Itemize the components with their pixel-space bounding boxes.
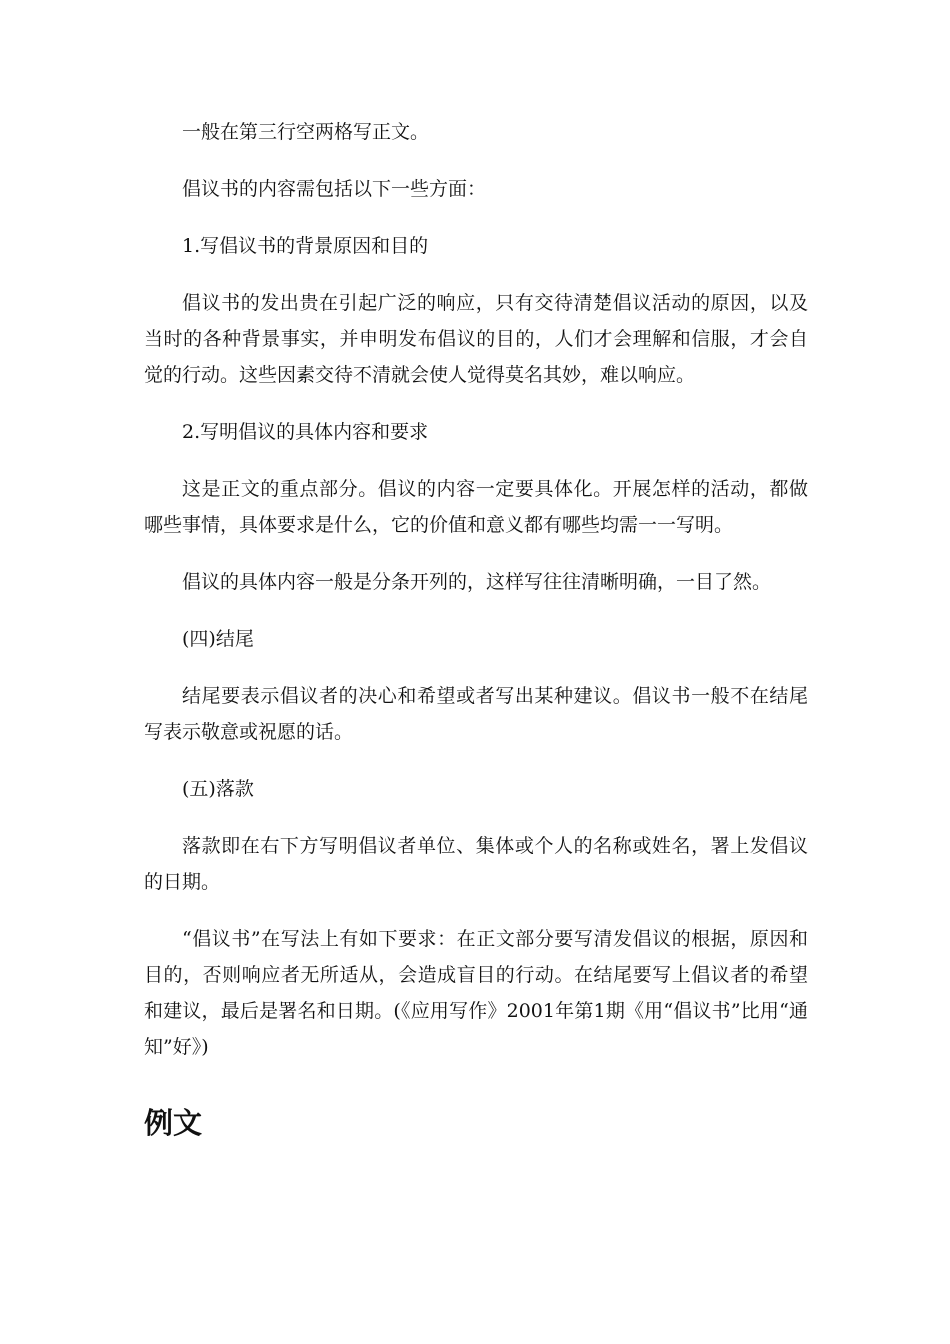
paragraph: 结尾要表示倡议者的决心和希望或者写出某种建议。倡议书一般不在结尾写表示敬意或祝愿的话。 bbox=[144, 685, 808, 743]
numbered-heading: 2.写明倡议的具体内容和要求 bbox=[182, 421, 429, 443]
paragraph: 落款即在右下方写明倡议者单位、集体或个人的名称或姓名，署上发倡议的日期。 bbox=[144, 835, 808, 893]
section-subheading: (五)落款 bbox=[182, 778, 254, 800]
paragraph: “倡议书”在写法上有如下要求：在正文部分要写清发倡议的根据，原因和目的，否则响应者无所适从，会造成盲目的行动。在结尾要写上倡议者的希望和建议，最后是署名和日期。(《应用写作》2001年第1期《用“倡议书”比用“通知”好》) bbox=[144, 928, 808, 1058]
paragraph: 倡议书的内容需包括以下一些方面： bbox=[182, 178, 487, 200]
numbered-heading: 1.写倡议书的背景原因和目的 bbox=[182, 235, 429, 257]
document-body bbox=[144, 114, 808, 1145]
paragraph: 倡议书的发出贵在引起广泛的响应，只有交待清楚倡议活动的原因，以及当时的各种背景事实，并申明发布倡议的目的，人们才会理解和信服，才会自觉的行动。这些因素交待不清就会使人觉得莫名其妙，难以响应。 bbox=[144, 292, 808, 386]
paragraph: 这是正文的重点部分。倡议的内容一定要具体化。开展怎样的活动，都做哪些事情，具体要求是什么，它的价值和意义都有哪些均需一一写明。 bbox=[144, 478, 808, 536]
paragraph: 倡议的具体内容一般是分条开列的，这样写往往清晰明确，一目了然。 bbox=[182, 571, 772, 593]
paragraph: 一般在第三行空两格写正文。 bbox=[182, 121, 430, 143]
section-heading: 例文 bbox=[144, 1106, 203, 1140]
section-subheading: (四)结尾 bbox=[182, 628, 254, 650]
